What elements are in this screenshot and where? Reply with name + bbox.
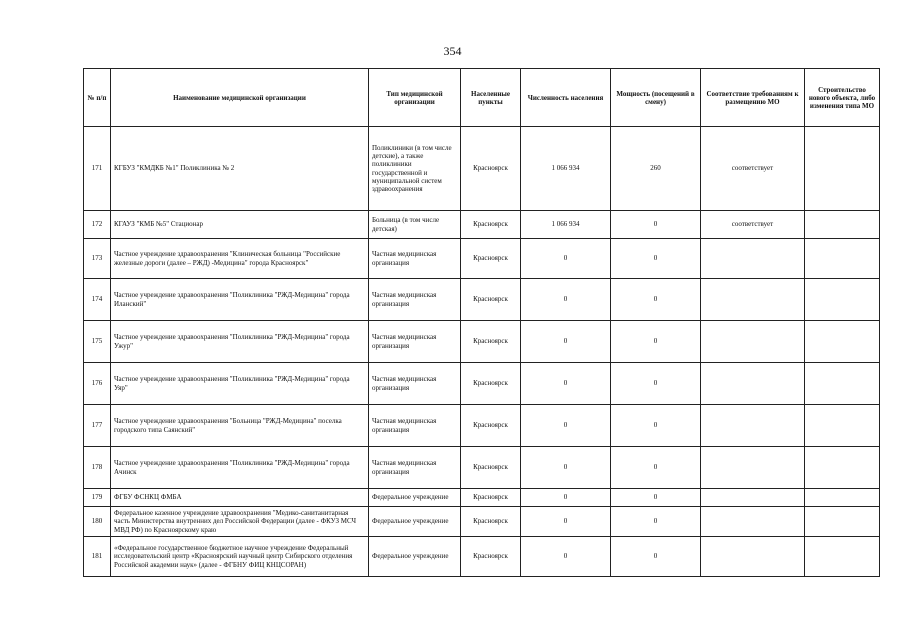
- cell-num: 172: [84, 211, 111, 239]
- cell-population: 1 066 934: [521, 127, 611, 211]
- cell-construction: [805, 279, 880, 321]
- table-row: [84, 127, 880, 211]
- table-row: [84, 321, 880, 363]
- header-num: № п/п: [84, 69, 111, 127]
- table-row: [84, 363, 880, 405]
- cell-num: 176: [84, 363, 111, 405]
- header-construction: Строительство нового объекта, либо изменения типа МО: [805, 69, 880, 127]
- cell-capacity: 0: [611, 447, 701, 489]
- cell-type: Федеральное учреждение: [369, 507, 461, 537]
- medical-organizations-table: [83, 68, 880, 577]
- header-city: Населенные пункты: [461, 69, 521, 127]
- cell-type: Частная медицинская организация: [369, 321, 461, 363]
- header-type: Тип медицинской организации: [369, 69, 461, 127]
- table-row: [84, 405, 880, 447]
- cell-compliance: [701, 321, 805, 363]
- cell-type: Частная медицинская организация: [369, 363, 461, 405]
- cell-name: Частное учреждение здравоохранения "Поликлиника "РЖД-Медицина" города Уяр": [111, 363, 369, 405]
- header-population: Численность населения: [521, 69, 611, 127]
- cell-capacity: 0: [611, 537, 701, 577]
- cell-capacity: 0: [611, 363, 701, 405]
- table-row: [84, 537, 880, 577]
- cell-city: Красноярск: [461, 321, 521, 363]
- cell-capacity: 0: [611, 239, 701, 279]
- cell-construction: [805, 127, 880, 211]
- cell-capacity: 260: [611, 127, 701, 211]
- cell-num: 179: [84, 489, 111, 507]
- cell-name: КГАУЗ "КМБ №5" Стационар: [111, 211, 369, 239]
- cell-compliance: [701, 363, 805, 405]
- cell-city: Красноярск: [461, 447, 521, 489]
- cell-capacity: 0: [611, 507, 701, 537]
- cell-name: Частное учреждение здравоохранения "Больница "РЖД-Медицина" поселка городского типа Саянский": [111, 405, 369, 447]
- cell-city: Красноярск: [461, 239, 521, 279]
- cell-population: 1 066 934: [521, 211, 611, 239]
- table-row: [84, 239, 880, 279]
- cell-name: Частное учреждение здравоохранения "Поликлиника "РЖД-Медицина" города Иланский": [111, 279, 369, 321]
- cell-compliance: соответствует: [701, 211, 805, 239]
- cell-compliance: [701, 507, 805, 537]
- cell-population: 0: [521, 537, 611, 577]
- cell-capacity: 0: [611, 489, 701, 507]
- cell-num: 173: [84, 239, 111, 279]
- cell-construction: [805, 239, 880, 279]
- cell-construction: [805, 211, 880, 239]
- header-name: Наименование медицинской организации: [111, 69, 369, 127]
- cell-name: Частное учреждение здравоохранения "Поликлиника "РЖД-Медицина" города Ачинск: [111, 447, 369, 489]
- cell-construction: [805, 537, 880, 577]
- cell-construction: [805, 405, 880, 447]
- cell-compliance: [701, 405, 805, 447]
- cell-type: Федеральное учреждение: [369, 489, 461, 507]
- cell-type: Федеральное учреждение: [369, 537, 461, 577]
- cell-num: 178: [84, 447, 111, 489]
- cell-city: Красноярск: [461, 127, 521, 211]
- header-capacity: Мощность (посещений в смену): [611, 69, 701, 127]
- header-row: [84, 69, 880, 127]
- cell-capacity: 0: [611, 211, 701, 239]
- cell-city: Красноярск: [461, 405, 521, 447]
- table-row: [84, 211, 880, 239]
- cell-capacity: 0: [611, 321, 701, 363]
- cell-capacity: 0: [611, 405, 701, 447]
- cell-num: 175: [84, 321, 111, 363]
- table-row: [84, 447, 880, 489]
- cell-name: КГБУЗ "КМДКБ №1" Поликлиника № 2: [111, 127, 369, 211]
- cell-name: Частное учреждение здравоохранения "Клиническая больница "Российские железные дороги (далее – РЖД) -Медицина" города Красноярск": [111, 239, 369, 279]
- page-number: 354: [443, 44, 462, 58]
- cell-num: 181: [84, 537, 111, 577]
- table-row: [84, 279, 880, 321]
- cell-city: Красноярск: [461, 537, 521, 577]
- cell-compliance: [701, 447, 805, 489]
- cell-population: 0: [521, 489, 611, 507]
- table-row: [84, 507, 880, 537]
- cell-capacity: 0: [611, 279, 701, 321]
- cell-name: ФГБУ ФСНКЦ ФМБА: [111, 489, 369, 507]
- cell-population: 0: [521, 279, 611, 321]
- cell-type: Частная медицинская организация: [369, 447, 461, 489]
- table-body: [84, 127, 880, 577]
- cell-construction: [805, 489, 880, 507]
- cell-compliance: [701, 279, 805, 321]
- cell-city: Красноярск: [461, 507, 521, 537]
- cell-num: 171: [84, 127, 111, 211]
- cell-population: 0: [521, 321, 611, 363]
- cell-construction: [805, 363, 880, 405]
- cell-city: Красноярск: [461, 279, 521, 321]
- cell-population: 0: [521, 239, 611, 279]
- cell-type: Частная медицинская организация: [369, 239, 461, 279]
- cell-type: Больница (в том числе детская): [369, 211, 461, 239]
- cell-name: «Федеральное государственное бюджетное научное учреждение Федеральный исследовательский центр «Красноярский научный центр Сибирского отделения Российской академии наук» (далее - ФГБНУ ФИЦ КНЦСОРАН): [111, 537, 369, 577]
- cell-population: 0: [521, 447, 611, 489]
- cell-type: Поликлиники (в том числе детские), а также поликлиники государственной и муниципальной систем здравоохранения: [369, 127, 461, 211]
- cell-compliance: [701, 239, 805, 279]
- cell-city: Красноярск: [461, 489, 521, 507]
- cell-population: 0: [521, 405, 611, 447]
- cell-num: 177: [84, 405, 111, 447]
- cell-num: 174: [84, 279, 111, 321]
- cell-construction: [805, 507, 880, 537]
- cell-compliance: [701, 489, 805, 507]
- cell-name: Частное учреждение здравоохранения "Поликлиника "РЖД-Медицина" города Ужур": [111, 321, 369, 363]
- cell-population: 0: [521, 363, 611, 405]
- cell-population: 0: [521, 507, 611, 537]
- cell-type: Частная медицинская организация: [369, 405, 461, 447]
- cell-type: Частная медицинская организация: [369, 279, 461, 321]
- cell-compliance: соответствует: [701, 127, 805, 211]
- cell-num: 180: [84, 507, 111, 537]
- cell-name: Федеральное казенное учреждение здравоохранения "Медико-санитанитарная часть Министерства внутренних дел Российской Федерации (далее - ФКУЗ МСЧ МВД РФ) по Красноярскому краю: [111, 507, 369, 537]
- cell-construction: [805, 321, 880, 363]
- cell-compliance: [701, 537, 805, 577]
- cell-city: Красноярск: [461, 363, 521, 405]
- cell-city: Красноярск: [461, 211, 521, 239]
- header-compliance: Соответствие требованиям к размещению МО: [701, 69, 805, 127]
- table-row: [84, 489, 880, 507]
- cell-construction: [805, 447, 880, 489]
